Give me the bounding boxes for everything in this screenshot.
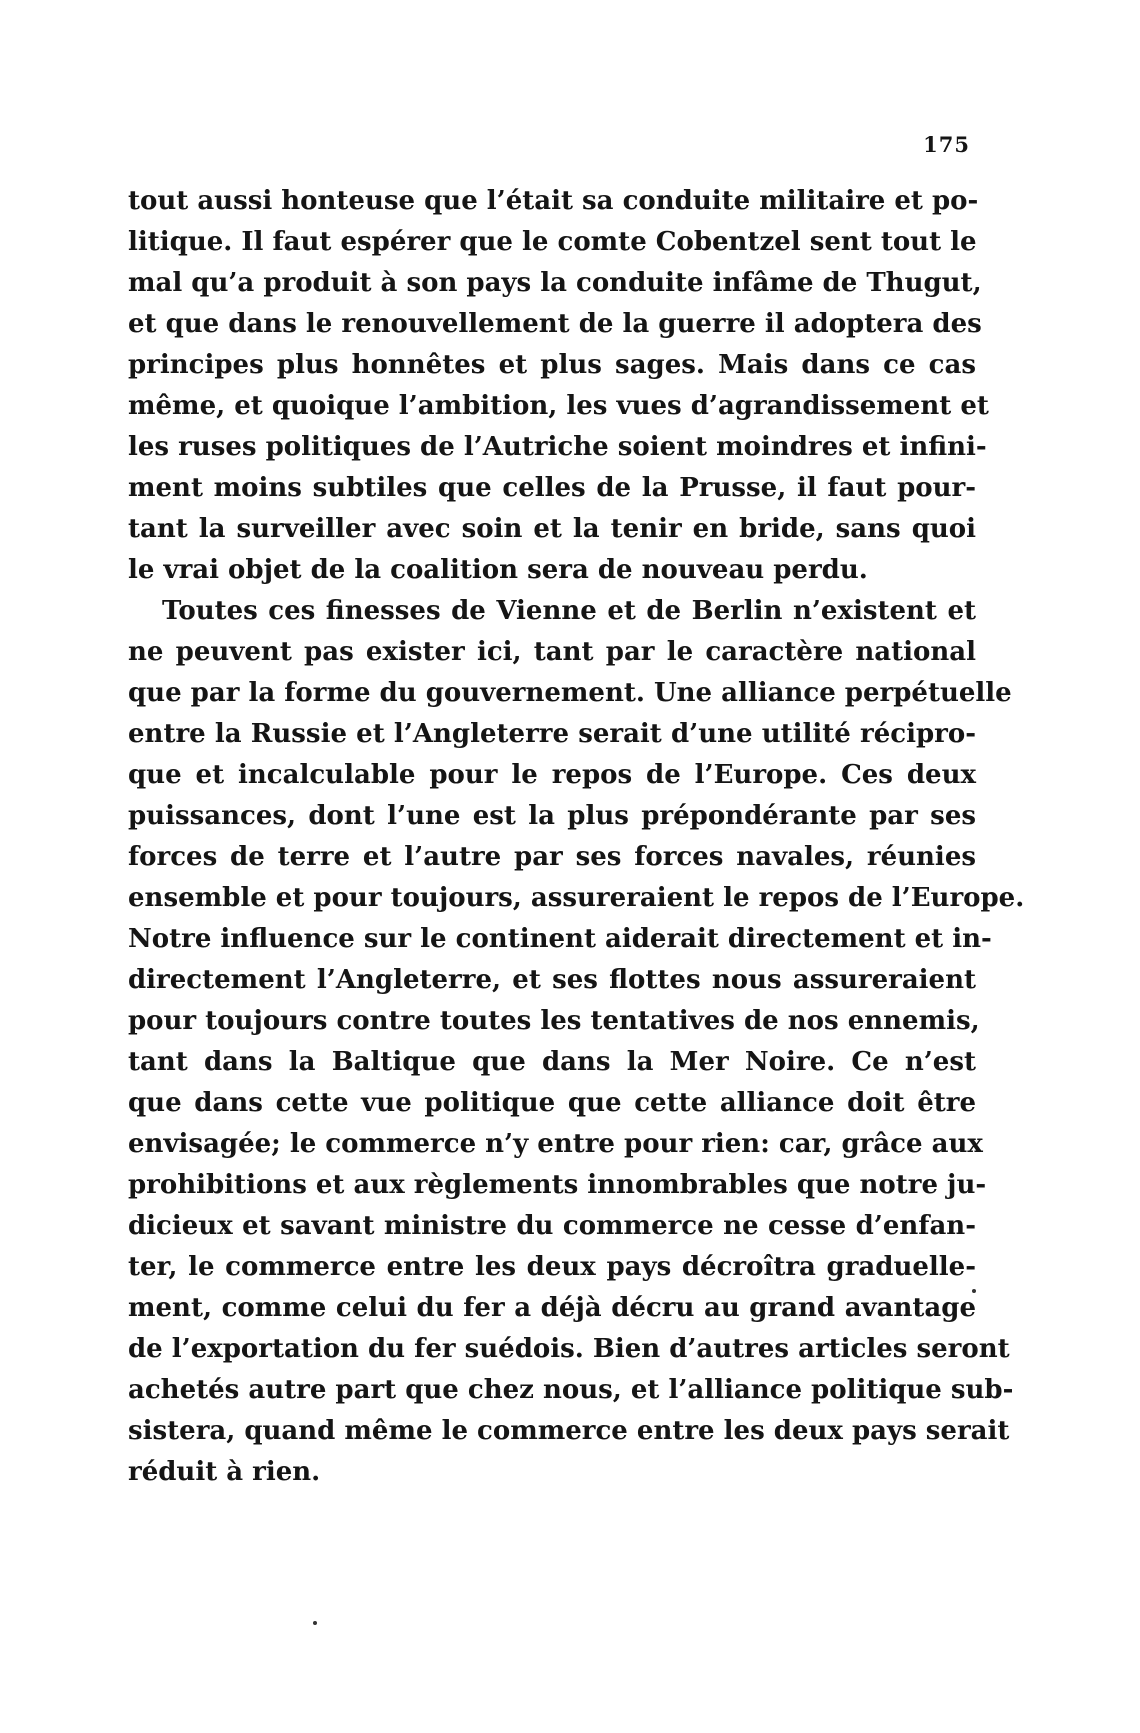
print-speck xyxy=(313,1621,317,1625)
text-line: pour toujours contre toutes les tentatives de nos ennemis, xyxy=(128,1006,980,1036)
text-line: puissances, dont l’une est la plus prépondérante par ses xyxy=(128,801,976,831)
print-speck xyxy=(972,1289,976,1293)
text-line: que et incalculable pour le repos de l’Europe. Ces deux xyxy=(128,760,976,790)
text-line: et que dans le renouvellement de la guerre il adoptera des xyxy=(128,309,982,339)
text-line: directement l’Angleterre, et ses flottes nous assureraient xyxy=(128,965,976,995)
text-line: que dans cette vue politique que cette alliance doit être xyxy=(128,1088,976,1118)
body-text xyxy=(128,181,1025,1493)
text-line: de l’exportation du fer suédois. Bien d’autres articles seront xyxy=(128,1334,1010,1364)
text-line: tout aussi honteuse que l’était sa conduite militaire et po- xyxy=(128,186,979,216)
text-line: Toutes ces finesses de Vienne et de Berlin n’existent et xyxy=(162,596,976,626)
text-line: Notre influence sur le continent aiderait directement et in- xyxy=(128,924,992,954)
text-line: ter, le commerce entre les deux pays décroîtra graduelle- xyxy=(128,1252,976,1282)
text-line: ne peuvent pas exister ici, tant par le caractère national xyxy=(128,637,976,667)
text-line: les ruses politiques de l’Autriche soient moindres et infini- xyxy=(128,432,987,462)
text-line: que par la forme du gouvernement. Une alliance perpétuelle xyxy=(128,678,1012,708)
text-line: ment, comme celui du fer a déjà décru au grand avantage xyxy=(128,1293,976,1323)
text-line: ment moins subtiles que celles de la Prusse, il faut pour- xyxy=(128,473,976,503)
text-line: forces de terre et l’autre par ses forces navales, réunies xyxy=(128,842,976,872)
text-line: prohibitions et aux règlements innombrables que notre ju- xyxy=(128,1170,987,1200)
text-line: sistera, quand même le commerce entre les deux pays serait xyxy=(128,1416,1010,1446)
text-line: réduit à rien. xyxy=(128,1457,321,1487)
text-line: dicieux et savant ministre du commerce ne cesse d’enfan- xyxy=(128,1211,976,1241)
page-number: 175 xyxy=(923,132,970,157)
text-line: entre la Russie et l’Angleterre serait d’une utilité récipro- xyxy=(128,719,976,749)
text-line: envisagée; le commerce n’y entre pour rien: car, grâce aux xyxy=(128,1129,983,1159)
text-line: achetés autre part que chez nous, et l’alliance politique sub- xyxy=(128,1375,1014,1405)
text-line: mal qu’a produit à son pays la conduite infâme de Thugut, xyxy=(128,268,982,298)
text-line: litique. Il faut espérer que le comte Cobentzel sent tout le xyxy=(128,227,977,257)
text-line: tant la surveiller avec soin et la tenir en bride, sans quoi xyxy=(128,514,976,544)
text-line: ensemble et pour toujours, assureraient le repos de l’Europe. xyxy=(128,883,1025,913)
text-line: même, et quoique l’ambition, les vues d’agrandissement et xyxy=(128,391,989,421)
text-line: tant dans la Baltique que dans la Mer Noire. Ce n’est xyxy=(128,1047,976,1077)
text-line: principes plus honnêtes et plus sages. Mais dans ce cas xyxy=(128,350,976,380)
text-line: le vrai objet de la coalition sera de nouveau perdu. xyxy=(128,555,868,585)
